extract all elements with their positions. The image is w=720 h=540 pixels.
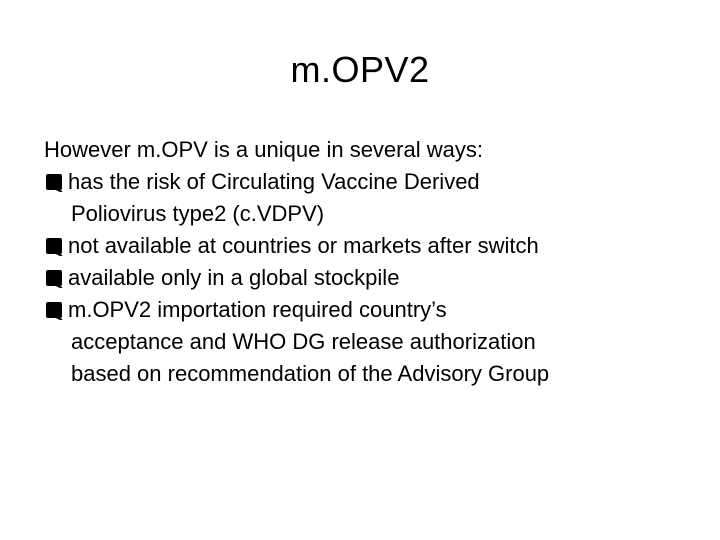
bullet-list bbox=[44, 166, 694, 390]
checkbox-square-icon bbox=[44, 236, 64, 256]
bullet-line: acceptance and WHO DG release authorization bbox=[71, 329, 536, 354]
bullet-item bbox=[44, 294, 694, 390]
intro-text: However m.OPV is a unique in several ways: bbox=[44, 137, 483, 162]
bullet-line: m.OPV2 importation required country’s bbox=[68, 297, 447, 322]
slide-title: m.OPV2 bbox=[290, 49, 430, 90]
bullet-item bbox=[44, 230, 694, 262]
bullet-line: available only in a global stockpile bbox=[68, 265, 400, 290]
bullet-line: based on recommendation of the Advisory Group bbox=[71, 361, 550, 386]
bullet-item bbox=[44, 262, 694, 294]
slide-body bbox=[44, 134, 694, 390]
bullet-line: not available at countries or markets after switch bbox=[68, 233, 539, 258]
bullet-line: has the risk of Circulating Vaccine Derived bbox=[68, 169, 480, 194]
bullet-item bbox=[44, 166, 694, 230]
bullet-line: Poliovirus type2 (c.VDPV) bbox=[71, 201, 325, 226]
checkbox-square-icon bbox=[44, 300, 64, 320]
checkbox-square-icon bbox=[44, 172, 64, 192]
checkbox-square-icon bbox=[44, 268, 64, 288]
